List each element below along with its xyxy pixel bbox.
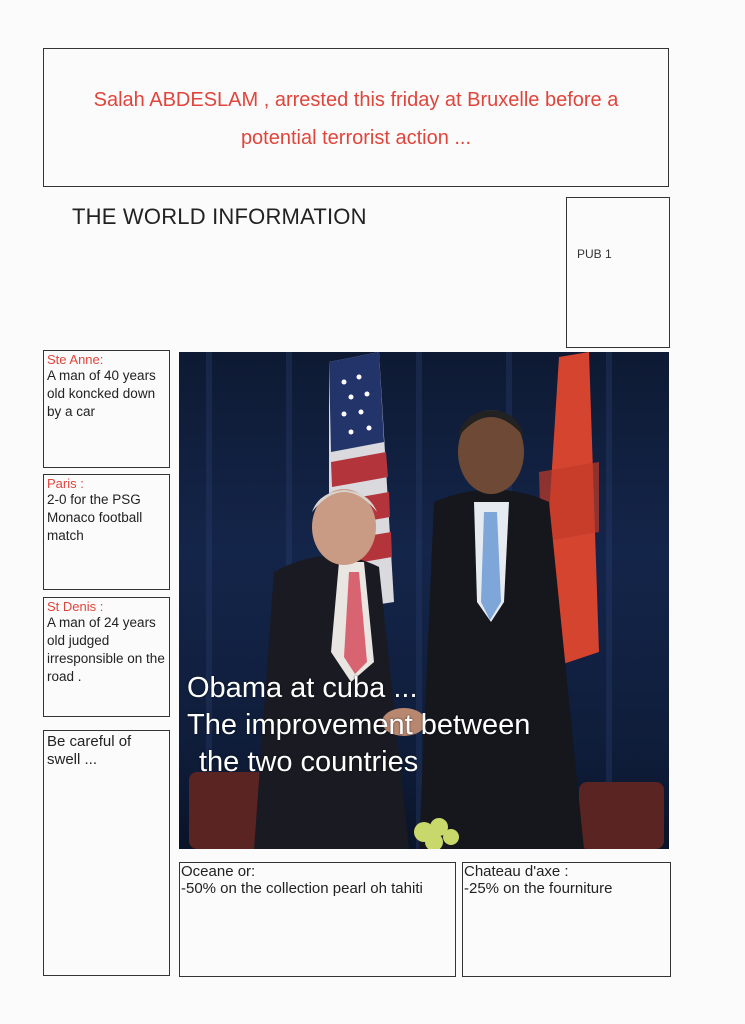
sidebar-item-swell	[43, 730, 170, 976]
headline	[44, 81, 668, 157]
sidebar-item-ste-anne	[43, 350, 170, 468]
headline-box	[43, 48, 669, 187]
caption-line-2: The improvement between	[187, 709, 531, 741]
sidebar-text: A man of 40 years old koncked down by a car	[47, 368, 156, 419]
ad-name: Oceane or:	[181, 863, 256, 880]
sidebar-item-paris	[43, 474, 170, 590]
masthead-title: THE WORLD INFORMATION	[72, 204, 367, 229]
headline-line-1: Salah ABDESLAM , arrested this friday at Bruxelle before a	[93, 89, 619, 111]
sidebar-text: 2-0 for the PSG Monaco football match	[47, 492, 143, 543]
caption-line-3: the two countries	[199, 746, 419, 778]
sidebar-city: Ste Anne:	[47, 352, 104, 367]
pub-box	[566, 197, 670, 348]
ad-offer: -25% on the fourniture	[464, 880, 613, 897]
sidebar-text: A man of 24 years old judged irresponsible on the road .	[47, 615, 165, 684]
photo-caption	[187, 670, 530, 781]
headline-line-2: potential terrorist action ...	[240, 127, 472, 149]
caption-line-1: Obama at cuba ...	[187, 672, 418, 704]
sidebar-city: St Denis :	[47, 599, 104, 614]
sidebar-city: Paris :	[47, 476, 84, 491]
ad-name: Chateau d'axe :	[464, 863, 569, 880]
ad-offer: -50% on the collection pearl oh tahiti	[181, 880, 423, 897]
ad-chateau-daxe	[462, 862, 671, 977]
ad-oceane-or	[179, 862, 456, 977]
sidebar-text: Be careful of swell ...	[47, 733, 132, 768]
sidebar-item-st-denis	[43, 597, 170, 717]
pub-label: PUB 1	[577, 247, 612, 261]
news-photo	[179, 352, 669, 849]
